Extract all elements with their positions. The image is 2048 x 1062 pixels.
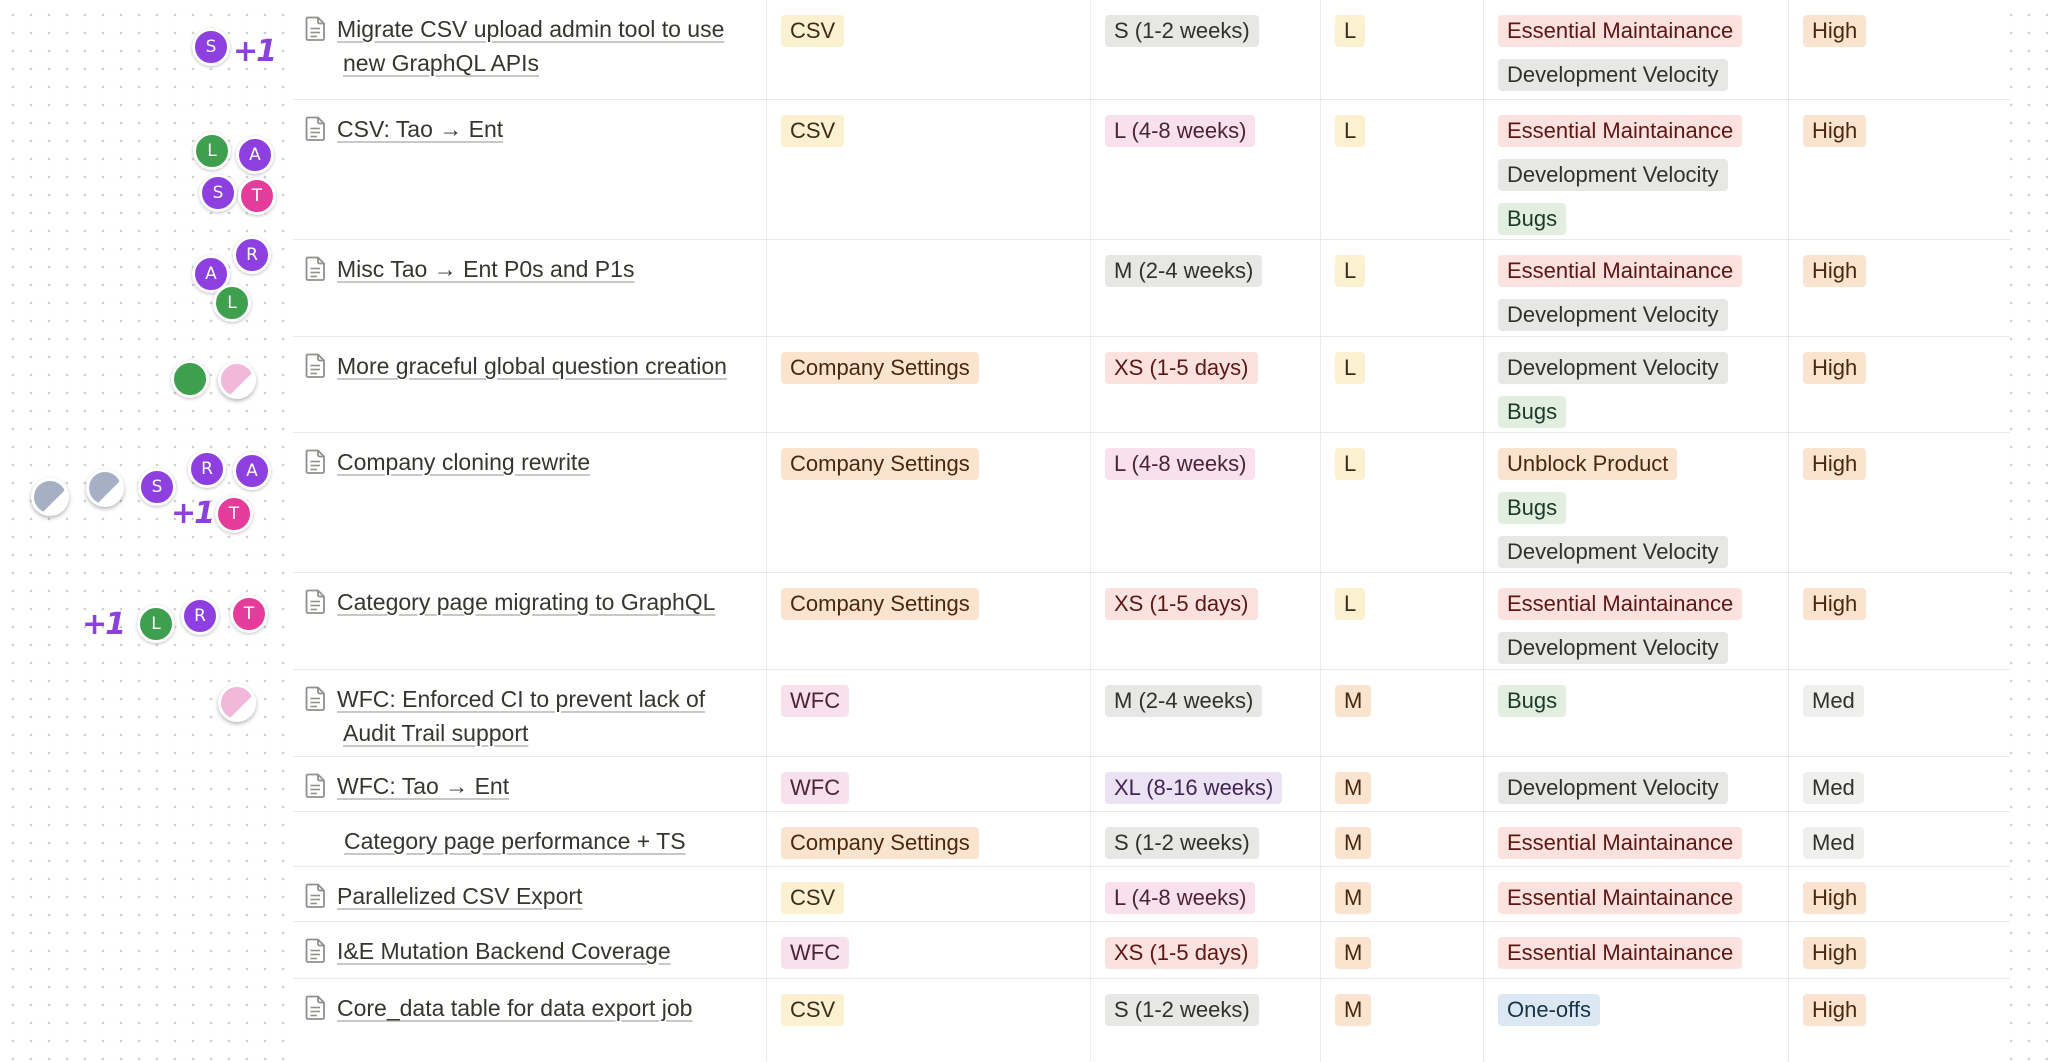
title-cell[interactable] xyxy=(293,867,766,921)
size-code-cell[interactable] xyxy=(1320,100,1483,239)
category-cell[interactable] xyxy=(1483,867,1788,921)
priority-tag[interactable]: High xyxy=(1803,352,1866,384)
row-title-link[interactable]: Category page performance + TS xyxy=(344,828,686,854)
category-tag[interactable]: Development Velocity xyxy=(1498,632,1728,664)
size-code-tag[interactable]: M xyxy=(1335,994,1371,1026)
category-cell[interactable] xyxy=(1483,757,1788,811)
priority-cell[interactable] xyxy=(1788,573,2010,669)
page-icon xyxy=(305,589,326,614)
avatar[interactable] xyxy=(137,605,175,643)
size-code-cell[interactable] xyxy=(1320,573,1483,669)
title-cell[interactable] xyxy=(293,0,766,99)
table-row[interactable] xyxy=(293,573,2010,670)
avatar[interactable] xyxy=(218,684,256,722)
priority-tag[interactable]: Med xyxy=(1803,685,1864,717)
priority-tag[interactable]: High xyxy=(1803,115,1866,147)
priority-tag[interactable]: High xyxy=(1803,15,1866,47)
avatar[interactable] xyxy=(236,136,274,174)
size-cell[interactable] xyxy=(1090,867,1320,921)
area-tag[interactable]: WFC xyxy=(781,685,849,717)
collaborator-presence-gutter xyxy=(0,0,290,1062)
title-cell[interactable] xyxy=(293,573,766,669)
priority-tag[interactable]: High xyxy=(1803,588,1866,620)
avatar[interactable] xyxy=(192,28,230,66)
area-tag[interactable]: WFC xyxy=(781,937,849,969)
size-code-cell[interactable] xyxy=(1320,812,1483,866)
priority-tag[interactable]: High xyxy=(1803,448,1866,480)
priority-cell[interactable] xyxy=(1788,757,2010,811)
category-tag[interactable]: Development Velocity xyxy=(1498,536,1728,568)
size-code-cell[interactable] xyxy=(1320,922,1483,978)
category-tag[interactable]: Development Velocity xyxy=(1498,299,1728,331)
avatar-initial: A xyxy=(205,264,217,284)
avatar[interactable] xyxy=(213,284,251,322)
avatar-initial: A xyxy=(249,145,261,165)
size-cell[interactable] xyxy=(1090,979,1320,1062)
size-cell[interactable] xyxy=(1090,922,1320,978)
category-tag[interactable]: Essential Maintainance xyxy=(1498,255,1742,287)
category-tag[interactable]: Essential Maintainance xyxy=(1498,882,1742,914)
row-title-link[interactable] xyxy=(337,12,754,80)
category-tag[interactable]: Essential Maintainance xyxy=(1498,827,1742,859)
size-code-tag[interactable]: M xyxy=(1335,882,1371,914)
avatar[interactable] xyxy=(238,177,276,215)
size-code-tag[interactable]: L xyxy=(1335,115,1365,147)
row-title-link[interactable] xyxy=(337,349,754,383)
size-code-cell[interactable] xyxy=(1320,979,1483,1062)
table-row[interactable] xyxy=(293,812,2010,867)
priority-cell[interactable] xyxy=(1788,100,2010,239)
avatar[interactable] xyxy=(215,495,253,533)
row-title-text: More graceful global question creation xyxy=(337,353,727,379)
row-title-text: CSV: Tao → Ent xyxy=(337,116,504,142)
size-tag[interactable]: M (2-4 weeks) xyxy=(1105,685,1262,717)
area-tag[interactable]: CSV xyxy=(781,994,844,1026)
category-tag[interactable]: Essential Maintainance xyxy=(1498,115,1742,147)
area-tag[interactable]: CSV xyxy=(781,115,844,147)
page-icon xyxy=(305,449,326,474)
avatar-initial: T xyxy=(228,504,240,524)
title-cell[interactable] xyxy=(293,337,766,432)
size-code-cell[interactable] xyxy=(1320,337,1483,432)
area-cell[interactable] xyxy=(766,433,1090,572)
extra-collaborators-count[interactable]: +1 xyxy=(233,34,276,69)
table-row[interactable] xyxy=(293,337,2010,433)
avatar-initial: S xyxy=(151,477,163,497)
avatar[interactable] xyxy=(199,174,237,212)
avatar-initial: T xyxy=(243,604,255,624)
category-cell[interactable] xyxy=(1483,337,1788,432)
row-title-text: WFC: Enforced CI to prevent lack of Audit Trail support xyxy=(337,686,706,746)
page-icon xyxy=(305,116,326,141)
size-code-tag[interactable]: L xyxy=(1335,15,1365,47)
area-cell[interactable] xyxy=(766,100,1090,239)
size-cell[interactable] xyxy=(1090,573,1320,669)
row-title-text: Parallelized CSV Export xyxy=(337,883,583,909)
category-tag[interactable]: One-offs xyxy=(1498,994,1600,1026)
category-tag[interactable]: Essential Maintainance xyxy=(1498,588,1742,620)
avatar[interactable] xyxy=(86,469,124,507)
size-tag[interactable]: XL (8-16 weeks) xyxy=(1105,772,1282,804)
category-tag[interactable]: Development Velocity xyxy=(1498,59,1728,91)
category-cell[interactable] xyxy=(1483,100,1788,239)
avatar-initial: R xyxy=(201,459,213,479)
title-cell[interactable] xyxy=(293,100,766,239)
extra-collaborators-count[interactable]: +1 xyxy=(171,496,214,531)
category-tag[interactable]: Unblock Product xyxy=(1498,448,1677,480)
category-tag[interactable]: Development Velocity xyxy=(1498,352,1728,384)
size-cell[interactable] xyxy=(1090,812,1320,866)
area-tag[interactable]: Company Settings xyxy=(781,588,979,620)
priority-tag[interactable]: High xyxy=(1803,994,1866,1026)
size-code-tag[interactable]: M xyxy=(1335,937,1371,969)
size-cell[interactable] xyxy=(1090,100,1320,239)
area-cell[interactable] xyxy=(766,922,1090,978)
page-icon xyxy=(305,883,326,908)
priority-cell[interactable] xyxy=(1788,433,2010,572)
size-code-cell[interactable] xyxy=(1320,867,1483,921)
area-cell[interactable] xyxy=(766,670,1090,756)
row-title-link[interactable] xyxy=(337,252,754,286)
priority-cell[interactable] xyxy=(1788,922,2010,978)
size-tag[interactable]: XS (1-5 days) xyxy=(1105,588,1258,620)
category-cell[interactable] xyxy=(1483,573,1788,669)
avatar-initial: L xyxy=(207,141,217,161)
size-cell[interactable] xyxy=(1090,433,1320,572)
size-code-tag[interactable]: L xyxy=(1335,588,1365,620)
priority-cell[interactable] xyxy=(1788,867,2010,921)
row-title-link[interactable] xyxy=(337,585,754,619)
avatar[interactable] xyxy=(230,595,268,633)
avatar-initial: L xyxy=(151,614,161,634)
row-title-text: Category page migrating to GraphQL xyxy=(337,589,716,615)
area-cell[interactable] xyxy=(766,240,1090,336)
row-title-text: Company cloning rewrite xyxy=(337,449,591,475)
table-row[interactable] xyxy=(293,979,2010,1062)
title-cell[interactable] xyxy=(293,240,766,336)
title-cell[interactable] xyxy=(293,757,766,811)
avatar[interactable] xyxy=(31,478,69,516)
size-cell[interactable] xyxy=(1090,240,1320,336)
area-tag[interactable]: Company Settings xyxy=(781,827,979,859)
size-code-tag[interactable]: L xyxy=(1335,448,1365,480)
area-tag[interactable]: Company Settings xyxy=(781,352,979,384)
table-row[interactable] xyxy=(293,867,2010,922)
size-code-cell[interactable] xyxy=(1320,240,1483,336)
avatar-initial: T xyxy=(251,186,263,206)
category-tag[interactable]: Bugs xyxy=(1498,396,1566,428)
title-cell[interactable] xyxy=(293,979,766,1062)
area-tag[interactable]: CSV xyxy=(781,882,844,914)
size-tag[interactable]: S (1-2 weeks) xyxy=(1105,994,1259,1026)
avatar-initial: S xyxy=(205,37,217,57)
row-title-text: WFC: Tao → Ent xyxy=(337,773,510,799)
title-cell[interactable] xyxy=(293,922,766,978)
category-tag[interactable]: Bugs xyxy=(1498,685,1566,717)
size-code-tag[interactable]: L xyxy=(1335,352,1365,384)
priority-cell[interactable] xyxy=(1788,670,2010,756)
page-icon xyxy=(305,938,326,963)
title-cell[interactable] xyxy=(293,670,766,756)
area-cell[interactable] xyxy=(766,979,1090,1062)
row-title-text: Misc Tao → Ent P0s and P1s xyxy=(337,256,635,282)
category-cell[interactable] xyxy=(1483,812,1788,866)
row-title-link[interactable] xyxy=(337,112,754,146)
size-code-tag[interactable]: M xyxy=(1335,685,1371,717)
priority-cell[interactable] xyxy=(1788,240,2010,336)
extra-collaborators-count[interactable]: +1 xyxy=(82,607,125,642)
category-tag[interactable]: Essential Maintainance xyxy=(1498,15,1742,47)
size-cell[interactable] xyxy=(1090,0,1320,99)
size-tag[interactable]: S (1-2 weeks) xyxy=(1105,827,1259,859)
avatar-initial: A xyxy=(246,461,258,481)
category-cell[interactable] xyxy=(1483,0,1788,99)
area-cell[interactable] xyxy=(766,812,1090,866)
avatar[interactable] xyxy=(233,236,271,274)
area-tag[interactable]: Company Settings xyxy=(781,448,979,480)
avatar[interactable] xyxy=(233,452,271,490)
priority-tag[interactable]: High xyxy=(1803,882,1866,914)
size-code-tag[interactable]: M xyxy=(1335,827,1371,859)
size-tag[interactable]: L (4-8 weeks) xyxy=(1105,882,1255,914)
category-cell[interactable] xyxy=(1483,922,1788,978)
avatar[interactable] xyxy=(181,597,219,635)
table-row[interactable] xyxy=(293,240,2010,337)
page-icon xyxy=(305,995,326,1020)
size-tag[interactable]: XS (1-5 days) xyxy=(1105,937,1258,969)
area-cell[interactable] xyxy=(766,757,1090,811)
category-tag[interactable]: Development Velocity xyxy=(1498,772,1728,804)
area-cell[interactable] xyxy=(766,867,1090,921)
row-title-text: Migrate CSV upload admin tool to use new GraphQL APIs xyxy=(337,16,725,76)
table-row[interactable] xyxy=(293,0,2010,100)
roadmap-table xyxy=(293,0,2010,1062)
row-title-link[interactable] xyxy=(337,934,754,968)
title-cell[interactable] xyxy=(293,433,766,572)
priority-tag[interactable]: Med xyxy=(1803,772,1864,804)
avatar-initial: L xyxy=(227,293,237,313)
table-row[interactable] xyxy=(293,670,2010,757)
category-cell[interactable] xyxy=(1483,670,1788,756)
size-tag[interactable]: L (4-8 weeks) xyxy=(1105,448,1255,480)
priority-cell[interactable] xyxy=(1788,0,2010,99)
size-code-cell[interactable] xyxy=(1320,757,1483,811)
category-tag[interactable]: Essential Maintainance xyxy=(1498,937,1742,969)
category-cell[interactable] xyxy=(1483,979,1788,1062)
priority-tag[interactable]: High xyxy=(1803,255,1866,287)
priority-cell[interactable] xyxy=(1788,979,2010,1062)
title-cell[interactable] xyxy=(293,812,766,866)
category-tag[interactable]: Bugs xyxy=(1498,492,1566,524)
row-title-link[interactable] xyxy=(337,991,754,1025)
size-cell[interactable] xyxy=(1090,670,1320,756)
avatar[interactable] xyxy=(171,360,209,398)
priority-tag[interactable]: High xyxy=(1803,937,1866,969)
area-cell[interactable] xyxy=(766,337,1090,432)
priority-cell[interactable] xyxy=(1788,812,2010,866)
size-code-cell[interactable] xyxy=(1320,670,1483,756)
area-cell[interactable] xyxy=(766,573,1090,669)
avatar[interactable] xyxy=(218,361,256,399)
page-icon xyxy=(305,16,326,41)
size-tag[interactable]: S (1-2 weeks) xyxy=(1105,15,1259,47)
category-tag[interactable]: Development Velocity xyxy=(1498,159,1728,191)
avatar-initial: S xyxy=(212,183,224,203)
size-code-tag[interactable]: M xyxy=(1335,772,1371,804)
page-icon xyxy=(305,773,326,798)
table-row[interactable] xyxy=(293,922,2010,979)
page-icon xyxy=(305,353,326,378)
area-tag[interactable]: WFC xyxy=(781,772,849,804)
row-title-link[interactable] xyxy=(337,879,754,913)
size-cell[interactable] xyxy=(1090,757,1320,811)
row-title-text: Core_data table for data export job xyxy=(337,995,693,1021)
area-cell[interactable] xyxy=(766,0,1090,99)
category-cell[interactable] xyxy=(1483,240,1788,336)
size-tag[interactable]: L (4-8 weeks) xyxy=(1105,115,1255,147)
avatar-initial: R xyxy=(194,606,206,626)
size-tag[interactable]: XS (1-5 days) xyxy=(1105,352,1258,384)
page-icon xyxy=(305,686,326,711)
avatar[interactable] xyxy=(193,132,231,170)
area-tag[interactable]: CSV xyxy=(781,15,844,47)
row-title-link[interactable] xyxy=(337,445,754,479)
size-tag[interactable]: M (2-4 weeks) xyxy=(1105,255,1262,287)
row-title-link[interactable] xyxy=(337,769,754,803)
category-tag[interactable]: Bugs xyxy=(1498,203,1566,235)
row-title-link[interactable] xyxy=(337,682,754,750)
row-title-text: I&E Mutation Backend Coverage xyxy=(337,938,671,964)
table-row[interactable] xyxy=(293,757,2010,812)
avatar-initial: R xyxy=(246,245,258,265)
table-row[interactable] xyxy=(293,100,2010,240)
table-row[interactable] xyxy=(293,433,2010,573)
category-cell[interactable] xyxy=(1483,433,1788,572)
page-icon xyxy=(305,256,326,281)
avatar[interactable] xyxy=(188,450,226,488)
size-code-tag[interactable]: L xyxy=(1335,255,1365,287)
priority-cell[interactable] xyxy=(1788,337,2010,432)
size-code-cell[interactable] xyxy=(1320,0,1483,99)
priority-tag[interactable]: Med xyxy=(1803,827,1864,859)
size-cell[interactable] xyxy=(1090,337,1320,432)
size-code-cell[interactable] xyxy=(1320,433,1483,572)
